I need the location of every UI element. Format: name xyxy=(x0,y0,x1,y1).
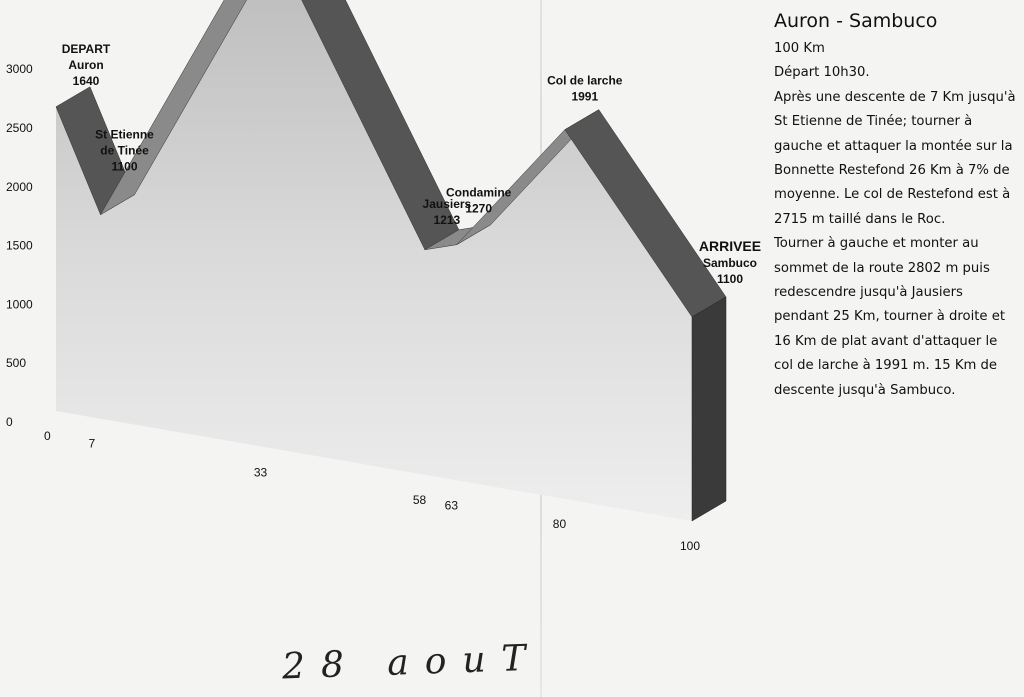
point-label xyxy=(62,42,111,88)
x-tick-label: 0 xyxy=(44,429,51,443)
point-label-line: Jausiers xyxy=(422,196,472,211)
point-label xyxy=(547,74,623,104)
x-tick-label: 33 xyxy=(253,465,268,480)
x-tick-label: 80 xyxy=(552,517,567,531)
route-description-1: Après une descente de 7 Km jusqu'à St Etienne de Tinée; tourner à gauche et attaquer la montée sur la Bonnette Restefond 26 Km à 7% de moyenne. Le col de Restefond est à 2715 m taillé dans le Roc. xyxy=(774,89,1016,227)
point-label-line: 1991 xyxy=(571,89,599,104)
route-description-panel xyxy=(774,8,1020,403)
y-tick-label: 0 xyxy=(6,415,13,429)
point-label-line: 1100 xyxy=(111,159,138,174)
y-tick-label: 1500 xyxy=(6,238,33,253)
handwritten-date: 28 aouT xyxy=(281,637,543,688)
y-tick-label: 1000 xyxy=(6,297,33,312)
route-departure: Départ 10h30. xyxy=(774,65,870,81)
point-label-line: de Tinée xyxy=(100,143,149,158)
profile-shape xyxy=(56,0,726,521)
route-description-2: Tourner à gauche et monter au sommet de la route 2802 m puis redescendre jusqu'à Jausiers pendant 25 Km, tourner à droite et 16 Km de plat avant d'attaquer le col de larche à 1991 m. 15 Km de descente jusqu'à Sambuco. xyxy=(774,236,1006,398)
y-tick-label: 2500 xyxy=(6,121,33,135)
y-tick-label: 500 xyxy=(6,356,27,371)
profile-end-face xyxy=(692,297,726,521)
x-tick-label: 100 xyxy=(680,539,701,553)
y-tick-label: 2000 xyxy=(6,179,33,194)
point-label-line: Condamine xyxy=(446,185,512,200)
route-distance: 100 Km xyxy=(774,41,825,56)
point-label-line: 1640 xyxy=(72,73,100,88)
point-label-line: 1270 xyxy=(465,201,493,216)
y-tick-label: 3000 xyxy=(6,62,33,77)
point-label-line: Auron xyxy=(68,57,104,72)
point-label-line: DEPART xyxy=(61,41,111,56)
point-label-line: 1213 xyxy=(433,212,461,227)
x-tick-label: 7 xyxy=(88,436,96,451)
point-label-line: Sambuco xyxy=(702,255,758,270)
point-label-line: St Etienne xyxy=(95,127,154,142)
point-label-line: ARRIVEE xyxy=(698,237,762,254)
x-tick-label: 63 xyxy=(444,498,459,513)
point-label-line: Col de larche xyxy=(547,73,623,88)
x-tick-label: 58 xyxy=(412,492,427,507)
route-title: Auron - Sambuco xyxy=(774,10,938,32)
point-label-line: 1100 xyxy=(716,271,744,286)
y-axis xyxy=(6,62,33,429)
